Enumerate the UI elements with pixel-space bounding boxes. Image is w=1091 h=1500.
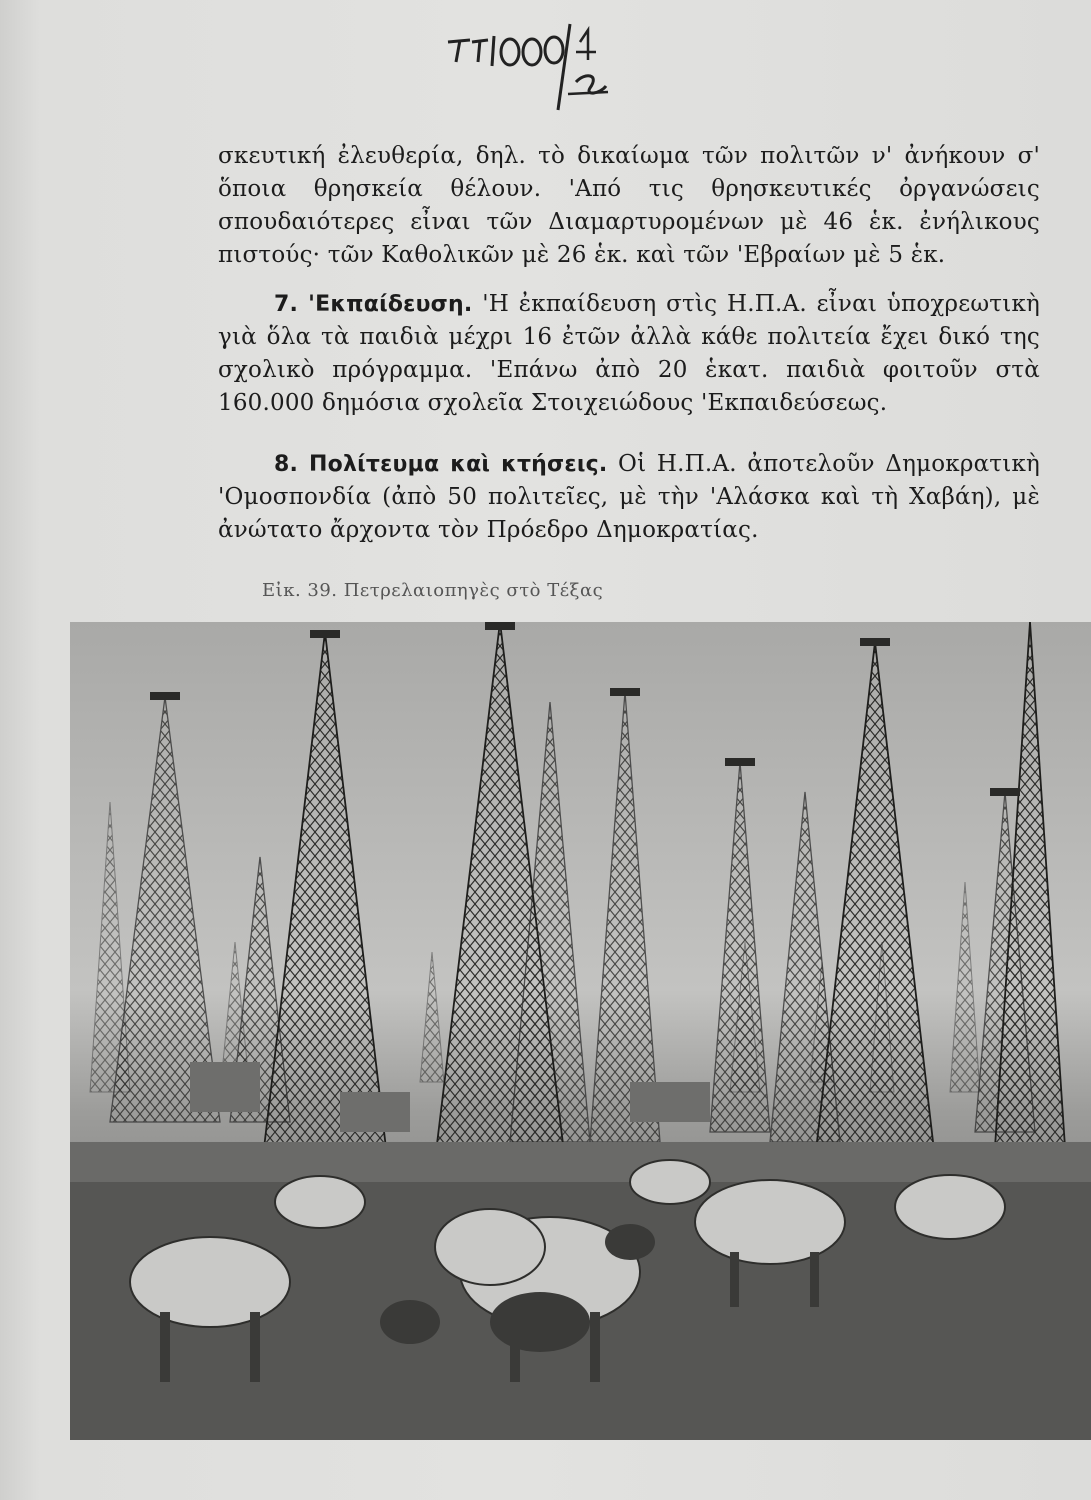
oil-wells-photo-drawing <box>70 622 1091 1440</box>
heading-government: 8. Πολίτευμα καὶ κτήσεις. <box>274 452 608 477</box>
handwritten-note <box>440 22 610 112</box>
paragraph-government-text: Οἱ Η.Π.Α. ἀποτελοῦν Δημοκρατικὴ 'Ομοσπονδία (ἀπὸ 50 πολιτεῖες, μὲ τὴν 'Αλάσκα καὶ τὴ Χαβάη), μὲ ἀνώτατο ἄρχοντα τὸν Πρόεδρο Δημοκρατίας. <box>218 451 1040 543</box>
paragraph-religion <box>218 140 1040 272</box>
paragraph-government <box>218 448 1040 547</box>
heading-education: 7. 'Εκπαίδευση. <box>274 292 473 317</box>
oil-wells-photo <box>70 622 1091 1440</box>
paragraph-education-text: 'Η ἐκπαίδευση στὶς Η.Π.Α. εἶναι ὑποχρεωτικὴ γιὰ ὅλα τὰ παιδιὰ μέχρι 16 ἐτῶν ἀλλὰ κάθε πολιτεία ἔχει δικό της σχολικὸ πρόγραμμα. 'Επάνω ἀπὸ 20 ἑκατ. παιδιὰ φοιτοῦν στὰ 160.000 δημόσια σχολεῖα Στοιχειώδους 'Εκπαιδεύσεως. <box>218 291 1040 416</box>
figure-caption: Εἰκ. 39. Πετρελαιοπηγὲς στὸ Τέξας <box>262 580 604 601</box>
handwritten-note-drawing <box>440 22 610 112</box>
paragraph-education <box>218 288 1040 420</box>
paragraph-religion-text: σκευτική ἐλευθερία, δηλ. τὸ δικαίωμα τῶν πολιτῶν ν' ἀνήκουν σ' ὅποια θρησκεία θέλουν. 'Από τις θρησκευτικές ὀργανώσεις σπουδαιότερες εἶναι τῶν Διαμαρτυρομένων μὲ 46 ἑκ. ἐνήλικους πιστούς· τῶν Καθολικῶν μὲ 26 ἑκ. καὶ τῶν 'Εβραίων μὲ 5 ἑκ. <box>218 143 1040 268</box>
